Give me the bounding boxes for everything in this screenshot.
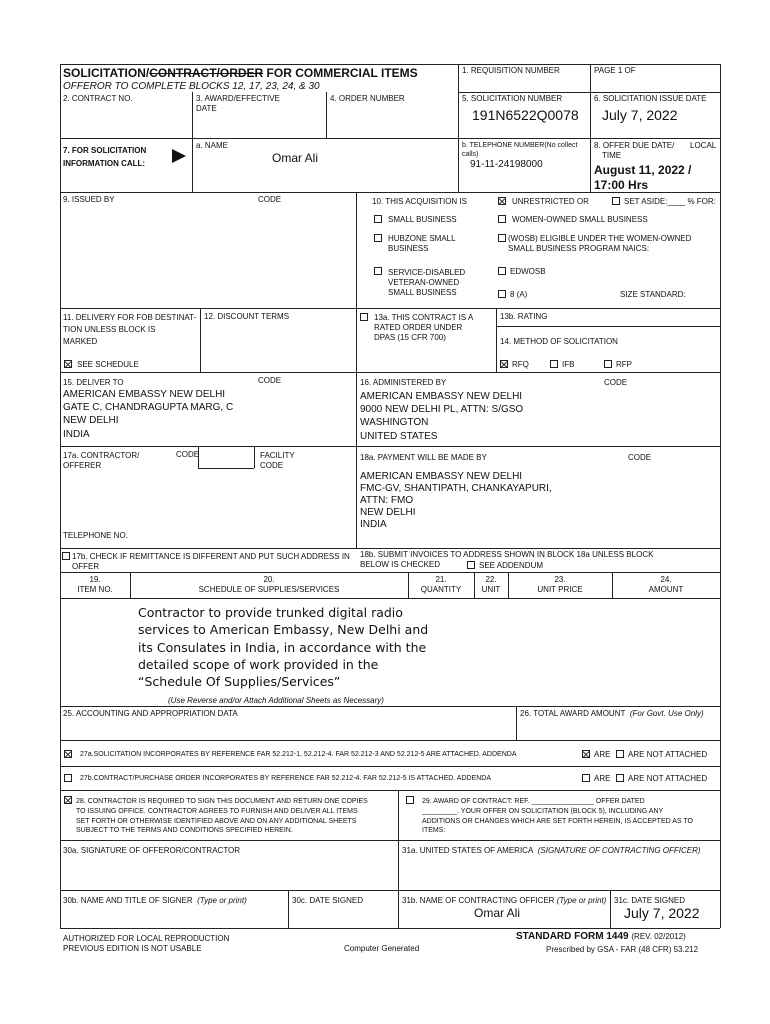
rfq-checkbox[interactable]: [500, 360, 508, 368]
unrestricted-checkbox[interactable]: [498, 197, 506, 205]
total-award-text: 26. TOTAL AWARD AMOUNT: [520, 709, 626, 718]
solicitation-info-label: 7. FOR SOLICITATION INFORMATION CALL:: [63, 146, 147, 168]
computer-generated: Computer Generated: [344, 944, 420, 953]
issued-by-label: 9. ISSUED BY: [63, 195, 115, 204]
rfp-checkbox[interactable]: [604, 360, 612, 368]
facility-code-label: FACILITY CODE: [260, 451, 295, 470]
deliver-to-value[interactable]: AMERICAN EMBASSY NEW DELHI GATE C, CHANDRAGUPTA MARG, C NEW DELHI INDIA: [63, 389, 234, 440]
page-label: PAGE 1 OF: [594, 66, 636, 75]
acquisition-label: 10. THIS ACQUISITION IS: [372, 197, 467, 206]
signer-30b-text: 30b. NAME AND TITLE OF SIGNER: [63, 896, 193, 905]
title-part-b: FOR COMMERCIAL ITEMS: [263, 66, 418, 80]
total-award-label: [520, 710, 704, 718]
col-unit: 22. UNIT: [481, 575, 501, 594]
hubzone-label: HUBZONE SMALL BUSINESS: [388, 234, 456, 253]
col-quantity: 21. QUANTITY: [420, 575, 462, 594]
award-29-text: 29. AWARD OF CONTRACT: REF. ________________ OFFER DATED _________. YOUR OFFER ON SOLICITATION (BLOCK 5), INCLUDING ANY ADDITIONS OR CHANGES WHICH ARE SET FORTH HEREIN, IS ACCEPTED AS TO ITEMS:: [422, 798, 693, 835]
ifb-label: IFB: [562, 360, 575, 369]
arrow-right-icon: [172, 149, 186, 163]
telephone-label: b. TELEPHONE NUMBER(No collect calls): [462, 142, 578, 159]
col-schedule: 20. SCHEDULE OF SUPPLIES/SERVICES: [198, 575, 340, 594]
administered-code-label: CODE: [604, 378, 628, 387]
size-standard-label: SIZE STANDARD:: [620, 290, 686, 299]
col-amount: 24. AMOUNT: [648, 575, 684, 594]
contractor-code-label: CODE: [176, 450, 200, 459]
signature-31a-label: [402, 847, 701, 855]
name-label: a. NAME: [196, 141, 229, 150]
signer-30b-label: [63, 897, 247, 905]
clause-27a-text: 27a.SOLICITATION INCORPORATES BY REFERENCE FAR 52.212-1, 52.212-4. FAR 52.212-3 AND 52.212-5 ARE ATTACHED. ADDENDA: [80, 751, 517, 758]
submit-invoices-label: 18b. SUBMIT INVOICES TO ADDRESS SHOWN IN BLOCK 18a UNLESS BLOCK BELOW IS CHECKED: [360, 550, 654, 569]
form-title: [63, 67, 418, 80]
telephone-value[interactable]: 91-11-24198000: [470, 159, 543, 170]
eight-a-checkbox[interactable]: [498, 290, 506, 298]
telephone-no-label: TELEPHONE NO.: [63, 531, 128, 540]
contractor-sign-text: 28. CONTRACTOR IS REQUIRED TO SIGN THIS DOCUMENT AND RETURN ONE COPIES TO ISSUING OFFICE. CONTRACTOR AGREES TO FURNISH AND DELIVER ALL ITEMS SET FORTH OR OTHERWISE IDENTIFIED ABOVE AND ON ANY ADDITIONAL SHEETS SUBJECT TO THE TERMS AND CONDITIONS SPECIFIED HEREIN.: [76, 798, 368, 835]
edwosb-label: EDWOSB: [510, 267, 546, 276]
schedule-description[interactable]: Contractor to provide trunked digital radio services to American Embassy, New Delhi and its Consulates in India, in accordance with the detailed scope of work provided in the “Schedule Of Supplies/Services”: [138, 605, 429, 689]
method-label: 14. METHOD OF SOLICITATION: [500, 337, 618, 346]
27b-are-label: ARE: [594, 774, 611, 783]
title-strike: CONTRACT/ORDER: [149, 66, 264, 80]
administered-by-value[interactable]: AMERICAN EMBASSY NEW DELHI 9000 NEW DELHI PL, ATTN: S/GSO WASHINGTON UNITED STATES: [360, 391, 524, 442]
wosb-eligible-label: (WOSB) ELIGIBLE UNDER THE WOMEN-OWNED SMALL BUSINESS PROGRAM NAICS:: [508, 234, 692, 253]
rfq-label: RFQ: [512, 360, 529, 369]
see-addendum-checkbox[interactable]: [467, 561, 475, 569]
authorized-reproduction: AUTHORIZED FOR LOCAL REPRODUCTION PREVIOUS EDITION IS NOT USABLE: [63, 934, 230, 953]
time-label: TIME: [602, 151, 622, 160]
solicitation-number-label: 5. SOLICITATION NUMBER: [462, 94, 563, 103]
officer-31b-label: [402, 897, 606, 905]
col-item-no: 19. ITEM NO.: [77, 575, 113, 594]
payment-code-label: CODE: [628, 453, 652, 462]
rated-order-checkbox[interactable]: [360, 313, 368, 321]
administered-by-label: 16. ADMINISTERED BY: [360, 378, 447, 387]
rated-order-label: 13a. THIS CONTRACT IS A RATED ORDER UNDER DPAS (15 CFR 700): [374, 313, 474, 342]
accounting-label: 25. ACCOUNTING AND APPROPRIATION DATA: [63, 709, 238, 718]
date-31c-label: 31c. DATE SIGNED: [614, 896, 685, 905]
award-date-label: 3. AWARD/EFFECTIVE DATE: [196, 94, 280, 113]
standard-form-name: [516, 932, 686, 943]
local-label: LOCAL: [690, 141, 717, 150]
unrestricted-label: UNRESTRICTED OR: [512, 197, 589, 206]
name-value[interactable]: Omar Ali: [272, 151, 319, 165]
contractor-sign-checkbox[interactable]: [64, 796, 72, 804]
sdvosb-checkbox[interactable]: [374, 267, 382, 275]
edwosb-checkbox[interactable]: [498, 267, 506, 275]
27a-are-not-checkbox[interactable]: [616, 750, 624, 758]
small-business-label: SMALL BUSINESS: [388, 215, 457, 224]
hubzone-checkbox[interactable]: [374, 234, 382, 242]
addenda-27a-checkbox[interactable]: [64, 750, 72, 758]
27b-are-checkbox[interactable]: [582, 774, 590, 782]
see-schedule-label: SEE SCHEDULE: [77, 360, 139, 369]
27a-are-label: ARE: [594, 750, 611, 759]
discount-terms-label: 12. DISCOUNT TERMS: [204, 312, 290, 321]
offer-due-value[interactable]: August 11, 2022 / 17:00 Hrs: [594, 163, 692, 192]
reverse-note: (Use Reverse and/or Attach Additional Sheets as Necessary): [168, 696, 384, 705]
wosb-eligible-checkbox[interactable]: [498, 234, 506, 242]
set-aside-checkbox[interactable]: [612, 197, 620, 205]
27a-are-checkbox[interactable]: [582, 750, 590, 758]
officer-31b-value[interactable]: Omar Ali: [474, 906, 521, 920]
issue-date-label: 6. SOLICITATION ISSUE DATE: [594, 94, 707, 103]
wosb-label: WOMEN-OWNED SMALL BUSINESS: [512, 215, 648, 224]
eight-a-label: 8 (A): [510, 290, 528, 299]
prescribed-by: Prescribed by GSA - FAR (48 CFR) 53.212: [546, 945, 699, 954]
contract-no-label: 2. CONTRACT NO.: [63, 94, 133, 103]
col-unit-price: 23. UNIT PRICE: [537, 575, 583, 594]
payment-label: 18a. PAYMENT WILL BE MADE BY: [360, 453, 487, 462]
title-part-a: SOLICITATION/: [63, 66, 150, 80]
requisition-label: 1. REQUISITION NUMBER: [462, 66, 560, 75]
payment-value[interactable]: AMERICAN EMBASSY NEW DELHI FMC-GV, SHANTIPATH, CHANKAYAPURI, ATTN: FMO NEW DELHI INDIA: [360, 471, 552, 530]
rfp-label: RFP: [616, 360, 632, 369]
form-revision: (REV. 02/2012): [631, 932, 686, 941]
form-name-text: STANDARD FORM 1449: [516, 931, 629, 942]
27b-are-not-checkbox[interactable]: [616, 774, 624, 782]
small-business-checkbox[interactable]: [374, 215, 382, 223]
date-31c-value[interactable]: July 7, 2022: [624, 905, 700, 921]
signature-30a-label: 30a. SIGNATURE OF OFFEROR/CONTRACTOR: [63, 846, 241, 855]
see-addendum-label: SEE ADDENDUM: [479, 561, 544, 570]
issue-date-value[interactable]: July 7, 2022: [602, 107, 678, 123]
contractor-label: 17a. CONTRACTOR/ OFFERER: [63, 451, 140, 470]
remittance-checkbox[interactable]: [62, 552, 70, 560]
addenda-27b-checkbox[interactable]: [64, 774, 72, 782]
deliver-to-label: 15. DELIVER TO: [63, 378, 124, 387]
see-schedule-checkbox[interactable]: [64, 360, 72, 368]
clause-27b-text: 27b.CONTRACT/PURCHASE ORDER INCORPORATES BY REFERENCE FAR 52.212-4. FAR 52.212-5 IS ATTACHED. ADDENDA: [80, 775, 492, 782]
signature-31a-text: 31a. UNITED STATES OF AMERICA: [402, 846, 534, 855]
order-number-label: 4. ORDER NUMBER: [330, 94, 405, 103]
govt-use-text: (For Govt. Use Only): [629, 709, 704, 718]
form-subtitle: OFFEROR TO COMPLETE BLOCKS 12, 17, 23, 24, & 30: [63, 81, 320, 92]
sdvosb-label: SERVICE-DISABLED VETERAN-OWNED SMALL BUSINESS: [388, 268, 466, 297]
offer-due-label: 8. OFFER DUE DATE/: [594, 141, 675, 150]
award-29-checkbox[interactable]: [406, 796, 414, 804]
issued-code-label: CODE: [258, 195, 282, 204]
ifb-checkbox[interactable]: [550, 360, 558, 368]
rating-label: 13b. RATING: [500, 312, 548, 321]
date-30c-label: 30c. DATE SIGNED: [292, 896, 363, 905]
signer-30b-italic: (Type or print): [197, 896, 247, 905]
signature-31a-italic: (SIGNATURE OF CONTRACTING OFFICER): [537, 846, 701, 855]
27b-are-not-label: ARE NOT ATTACHED: [628, 774, 708, 783]
remittance-label: 17b. CHECK IF REMITTANCE IS DIFFERENT AND PUT SUCH ADDRESS IN OFFER: [72, 552, 350, 571]
wosb-checkbox[interactable]: [498, 215, 506, 223]
officer-31b-text: 31b. NAME OF CONTRACTING OFFICER: [402, 896, 555, 905]
deliver-code-label: CODE: [258, 376, 282, 385]
set-aside-label: SET ASIDE:____ % FOR:: [624, 197, 716, 206]
solicitation-number-value[interactable]: 191N6522Q0078: [472, 107, 579, 123]
delivery-fob-label: 11. DELIVERY FOR FOB DESTINAT- TION UNLESS BLOCK IS MARKED: [63, 313, 197, 346]
27a-are-not-label: ARE NOT ATTACHED: [628, 750, 708, 759]
officer-31b-italic: (Type or print): [556, 896, 607, 905]
